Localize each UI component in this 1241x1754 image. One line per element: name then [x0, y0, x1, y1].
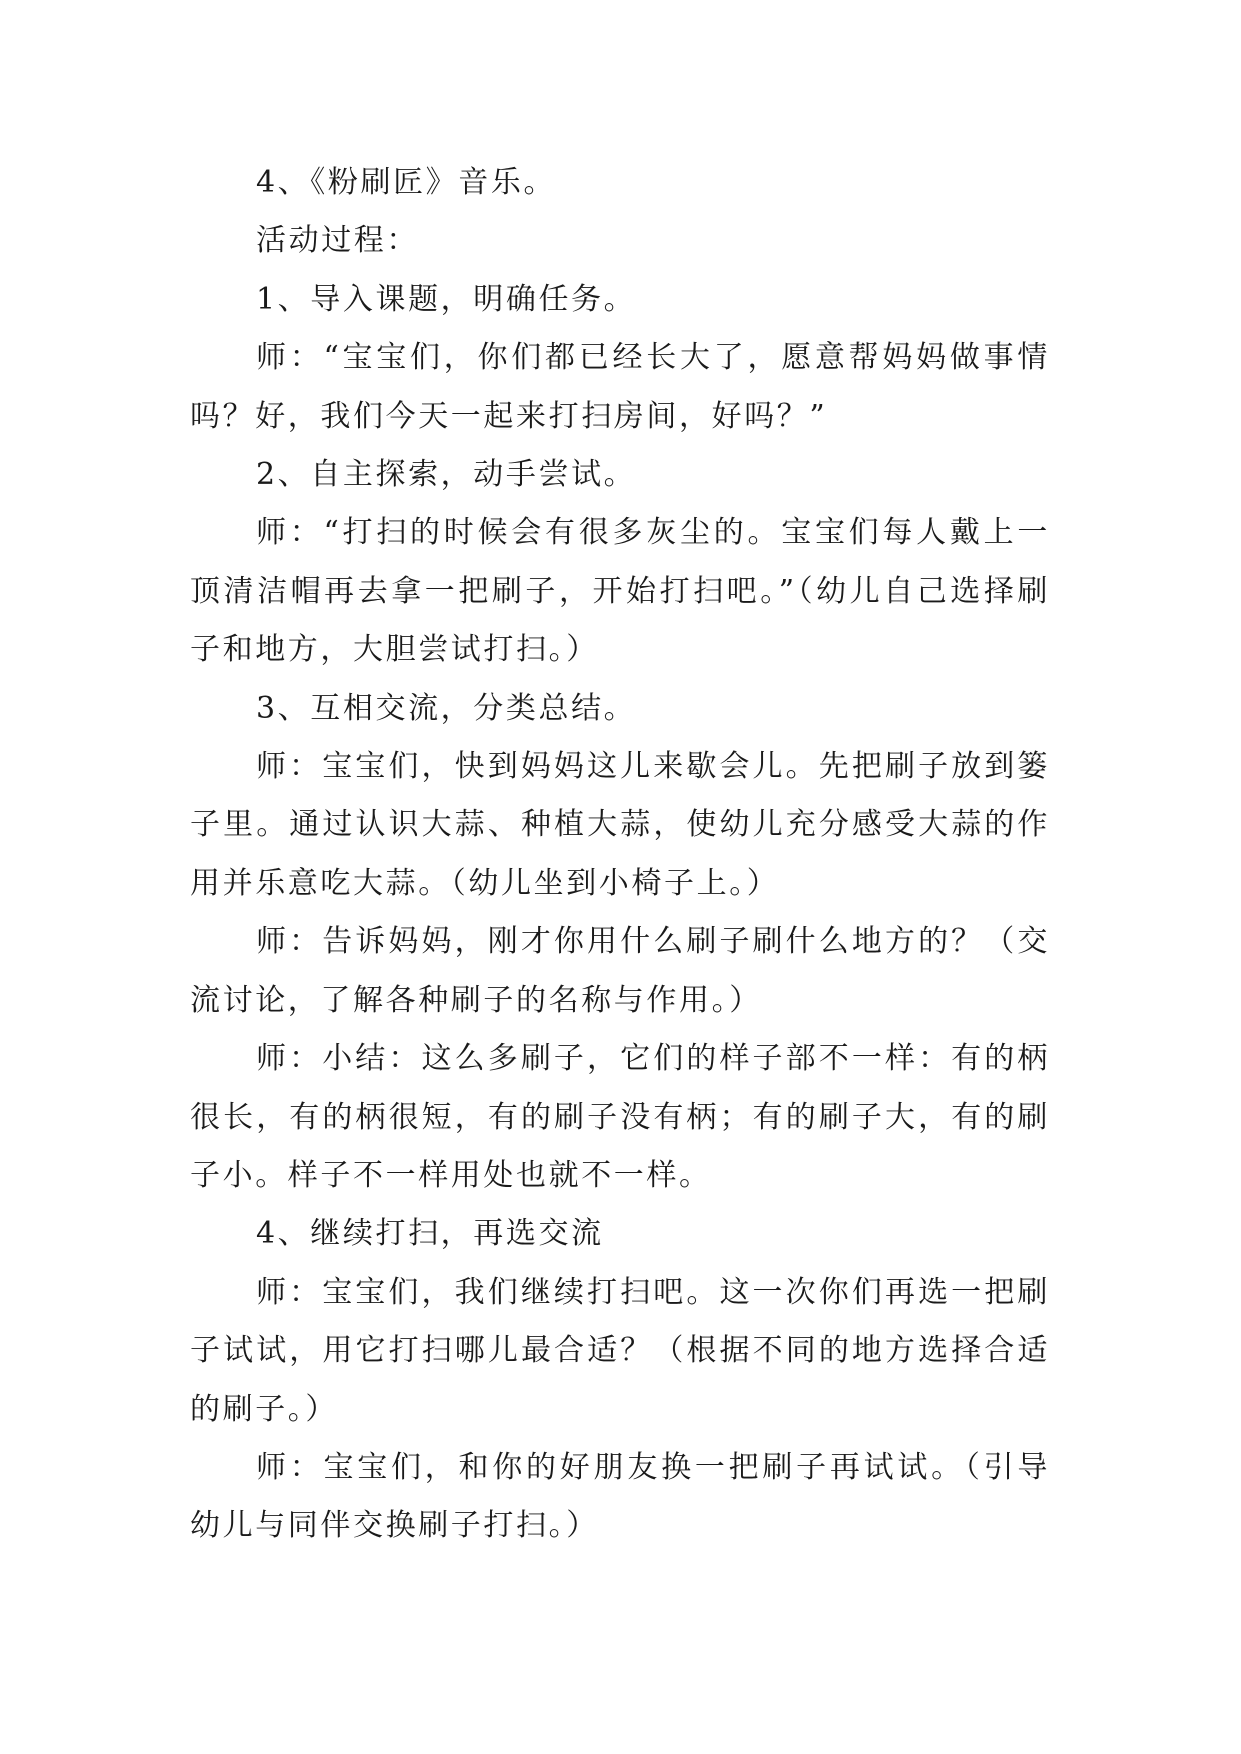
paragraph-teacher-continue: 师：宝宝们，我们继续打扫吧。这一次你们再选一把刷子试试，用它打扫哪儿最合适？（根据不同的地方选择合适的刷子。）: [190, 1274, 1050, 1427]
paragraph-process-heading: 活动过程：: [256, 223, 419, 259]
paragraph-step-3: 3、互相交流，分类总结。: [256, 690, 637, 726]
paragraph-teacher-summary: 师：小结：这么多刷子，它们的样子部不一样：有的柄很长，有的柄很短，有的刷子没有柄；有的刷子大，有的刷子小。样子不一样用处也就不一样。: [190, 1041, 1050, 1193]
paragraph-step-4: 4、继续打扫，再选交流: [256, 1216, 604, 1252]
document-body: [190, 154, 1050, 1556]
paragraph-teacher-rest: 师：宝宝们，快到妈妈这儿来歇会儿。先把刷子放到篓子里。通过认识大蒜、种植大蒜，使幼儿充分感受大蒜的作用并乐意吃大蒜。（幼儿坐到小椅子上。）: [190, 749, 1050, 901]
paragraph-step-1: 1、导入课题，明确任务。: [256, 281, 637, 317]
paragraph-teacher-cleaning: 师：“打扫的时候会有很多灰尘的。宝宝们每人戴上一顶清洁帽再去拿一把刷子，开始打扫吧。”（幼儿自己选择刷子和地方，大胆尝试打扫。）: [190, 515, 1050, 668]
paragraph-teacher-intro: 师：“宝宝们，你们都已经长大了，愿意帮妈妈做事情吗？好，我们今天一起来打扫房间，好吗？”: [190, 340, 1050, 434]
paragraph-teacher-exchange: 师：宝宝们，和你的好朋友换一把刷子再试试。（引导幼儿与同伴交换刷子打扫。）: [190, 1449, 1050, 1544]
paragraph-step-2: 2、自主探索，动手尝试。: [256, 457, 637, 493]
paragraph-materials-music: 4、《粉刷匠》音乐。: [256, 165, 557, 200]
paragraph-teacher-ask: 师：告诉妈妈，刚才你用什么刷子刷什么地方的？（交流讨论，了解各种刷子的名称与作用。）: [190, 924, 1050, 1018]
